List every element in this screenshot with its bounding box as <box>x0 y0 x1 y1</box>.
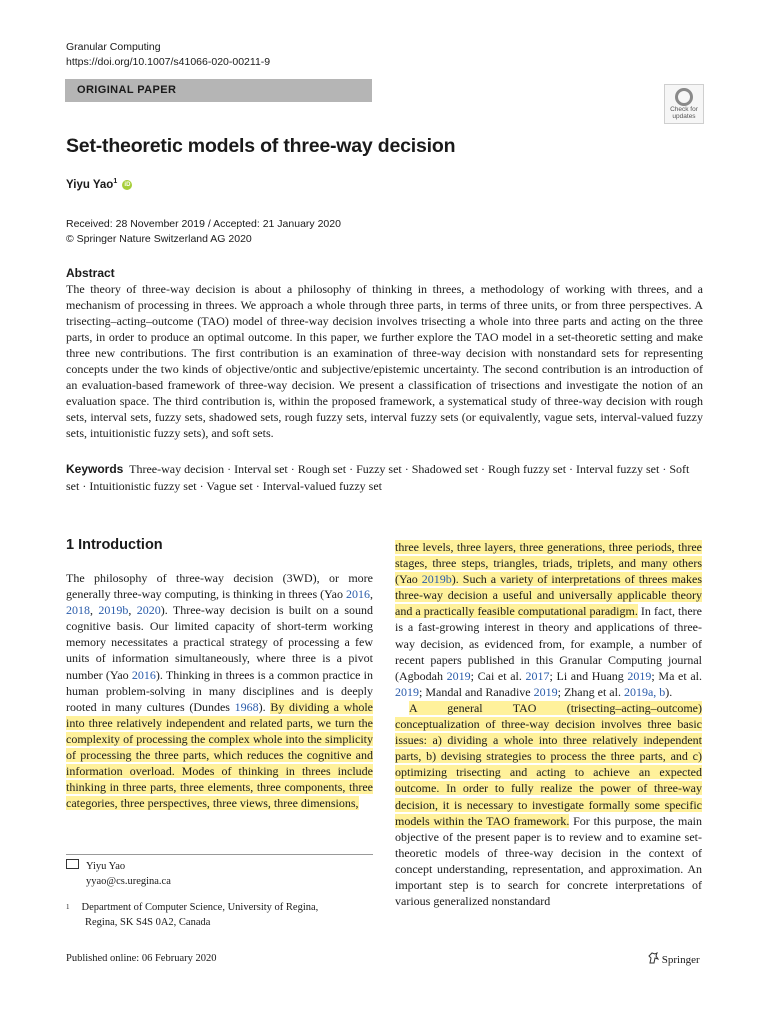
citation-link[interactable]: 1968 <box>234 699 259 714</box>
check-for-updates-badge[interactable] <box>664 84 704 124</box>
author-name[interactable]: Yiyu Yao <box>66 178 114 191</box>
corresponding-author <box>66 859 171 889</box>
body-text: , <box>370 587 373 602</box>
body-text: ). Three-way decision is built on a sound cognitive basis. Our limited capacity of short-term working memory necessitates a practical strategy of processing a few units of information simultaneously, where three is a pivot number (Yao <box>66 603 374 682</box>
article-type-label: ORIGINAL PAPER <box>77 84 177 96</box>
check-updates-icon <box>675 88 693 106</box>
citation-link[interactable]: 2019 <box>627 668 652 683</box>
keywords-label: Keywords <box>66 462 124 476</box>
citation-link[interactable]: 2019 <box>395 684 419 699</box>
intro-left-column <box>66 570 373 811</box>
citation-link[interactable]: 2019 <box>533 684 558 699</box>
citation-link[interactable]: 2016 <box>131 667 156 682</box>
body-text: ; Cai et al. <box>470 668 526 683</box>
highlighted-text: By dividing a whole into three relatively independent and related parts, we turn the complexity of processing the complex whole into the simplicity of processing the three parts, which reduces the cognitive and information overload. Modes of thinking in threes include thinking in three parts, three elements, three components, three categories, three perspectives, three views, three dimensions, <box>66 699 373 811</box>
body-text: ; Li and Huang <box>549 668 628 683</box>
copyright: © Springer Nature Switzerland AG 2020 <box>66 233 252 245</box>
body-text: ; Mandal and Ranadive <box>419 684 534 699</box>
citation-link[interactable]: 2017 <box>525 668 550 683</box>
body-text: In fact, there is a fast-growing interest in theory and applications of three-way decision, as evidenced from, for example, a number of recent papers published in this Granular Computing journal (Agbodah <box>395 604 702 683</box>
affiliation-number: 1 <box>66 903 70 911</box>
body-text: ; Zhang et al. <box>557 684 624 699</box>
corresponding-author-name: Yiyu Yao <box>86 861 126 872</box>
citation-link[interactable]: 2019b <box>98 603 129 618</box>
highlighted-text: A general TAO (trisecting–acting–outcome) conceptualization of three-way decision involves three basic issues: a) dividing a whole into three relatively independent parts, b) devising strategies to process the three parts, and c) optimizing trisecting and acting to achieve an expected outcome. In order to fully realize the power of three-way decision, it is necessary to investigate formally some specific models within the TAO framework. <box>395 700 702 828</box>
body-text: ). <box>258 699 271 714</box>
journal-name: Granular Computing <box>66 41 161 53</box>
publisher-name: Springer <box>661 954 700 966</box>
highlighted-text: ). Such a variety of interpretations of threes makes three-way decision a useful and universally applicable theory and a practically feasible computational paradigm. <box>395 572 703 619</box>
author-line <box>66 178 132 191</box>
body-text: The philosophy of three-way decision (3WD), or more generally three-way computing, is thinking in threes (Yao <box>66 571 373 602</box>
citation-link[interactable]: 2018 <box>66 603 90 618</box>
body-text: , <box>90 603 99 618</box>
publisher-logo <box>648 952 700 966</box>
doi-link[interactable]: https://doi.org/10.1007/s41066-020-00211-9 <box>66 56 271 68</box>
footnote-divider <box>66 854 373 855</box>
published-online: Published online: 06 February 2020 <box>66 953 217 964</box>
citation-link[interactable]: 2019 <box>446 668 471 683</box>
received-accepted: Received: 28 November 2019 / Accepted: 21 January 2020 <box>66 218 341 230</box>
keywords-text: Three-way decision · Interval set · Rough set · Fuzzy set · Shadowed set · Rough fuzzy set · Interval fuzzy set · Soft set · Intuitionistic fuzzy set · Vague set · Interval-valued fuzzy set <box>66 462 690 493</box>
citation-link[interactable]: 2020 <box>136 603 161 618</box>
highlighted-text: three levels, three layers, three generations, three periods, three stages, three steps, triangles, triads, triplets, and many others (Yao <box>395 540 702 587</box>
affiliation-line-1: Department of Computer Science, University of Regina, <box>81 902 319 913</box>
orcid-icon[interactable]: iD <box>124 181 131 188</box>
paragraph <box>395 700 702 909</box>
body-text: For this purpose, the main objective of the present paper is to review and to examine set-theoretic models of three-way decision in the context of concept understanding, representation, and approximation. An important step is to search for concrete interpretations of various generalized nonstandard <box>395 813 702 909</box>
affiliation-line-2: Regina, SK S4S 0A2, Canada <box>85 917 211 928</box>
citation-link[interactable]: 2019a, b <box>623 684 666 699</box>
journal-header <box>66 40 270 70</box>
article-title: Set-theoretic models of three-way decision <box>66 135 456 157</box>
check-updates-label-2: updates <box>672 112 696 120</box>
intro-right-column <box>395 539 702 909</box>
envelope-icon <box>66 859 79 869</box>
check-updates-label-1: Check for <box>670 106 698 113</box>
corresponding-author-email[interactable]: yyao@cs.uregina.ca <box>86 876 171 887</box>
paragraph <box>395 539 702 700</box>
affiliation <box>66 900 318 930</box>
citation-link[interactable]: 2019b <box>421 572 452 587</box>
section-heading-introduction: 1 Introduction <box>66 537 163 553</box>
body-text: ). Thinking in threes is a common practice in human problem-solving in many disciplines and is deeply rooted in many cultures (Dundes <box>66 667 373 714</box>
keywords-block <box>66 461 703 495</box>
abstract-heading: Abstract <box>66 266 115 280</box>
dates-block <box>66 217 341 247</box>
body-text: , <box>128 603 137 618</box>
abstract-text: The theory of three-way decision is about a philosophy of thinking in threes, a methodology of working with threes, and a mechanism of processing in threes. We approach a whole through three parts, in terms of three units, or from three perspectives. A trisecting–acting–outcome (TAO) model of three-way decision involves trisecting a whole into three parts and acting on the three parts, in order to produce an optimal outcome. In this paper, we further explore the TAO model in a set-theoretic setting and make three new contributions. The first contribution is an examination of three-way decision with nonstandard sets for representing concepts under the two kinds of objective/ontic and subjective/epistemic uncertainty. The second contribution is an introduction of an evaluation-based framework of three-way decision. We present a classification of trisections and investigate the notion of an evaluation space. The third contribution is, within the proposed framework, a systematical study of three-way decision with rough sets, interval sets, fuzzy sets, shadowed sets, rough fuzzy sets, interval fuzzy sets (or equivalently, vague sets, interval-valued fuzzy sets, intuitionistic fuzzy sets), and soft sets. <box>66 282 703 440</box>
body-text: ). <box>665 684 673 699</box>
springer-horse-icon <box>648 952 659 964</box>
author-affiliation-mark: 1 <box>113 178 118 185</box>
citation-link[interactable]: 2016 <box>346 587 370 602</box>
body-text: ; Ma et al. <box>651 668 702 683</box>
article-type-banner <box>65 79 372 102</box>
